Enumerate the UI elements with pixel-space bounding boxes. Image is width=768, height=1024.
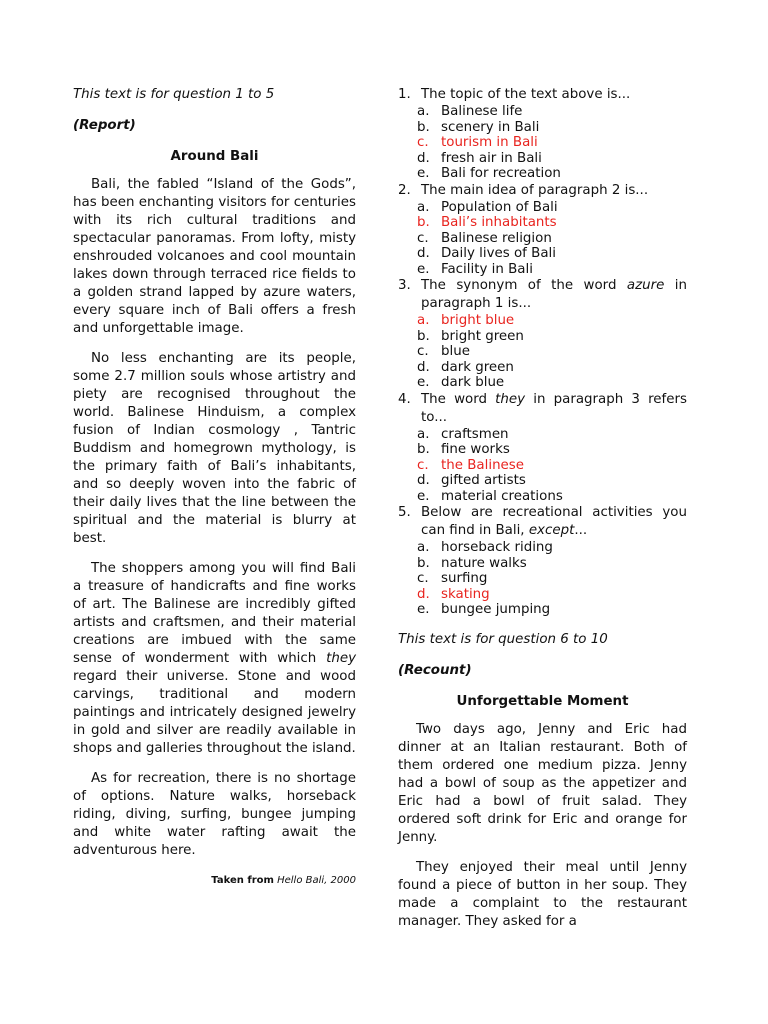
option-text: horseback riding	[441, 540, 553, 555]
question-range-note-2: This text is for question 6 to 10	[398, 631, 608, 647]
option-letter: d.	[417, 246, 430, 261]
option-letter: d.	[417, 586, 430, 602]
question-number: 5.	[398, 505, 411, 520]
paragraph-3-emphasis: they	[326, 651, 356, 666]
text-genre-label: (Report)	[73, 118, 136, 133]
option-letter: a.	[417, 104, 430, 119]
source-label: Taken from	[211, 875, 274, 886]
question-stem	[398, 504, 687, 540]
question-text-emphasis: azure	[626, 278, 665, 293]
option-letter: b.	[417, 215, 430, 230]
question-text	[421, 277, 687, 313]
question-text-before: The synonym of the word	[421, 278, 627, 293]
option-text: Bali’s inhabitants	[441, 215, 557, 230]
answer-option	[417, 473, 687, 489]
answer-option	[417, 166, 687, 182]
answer-option-correct	[417, 215, 687, 231]
question-4	[398, 391, 687, 505]
option-text: Balinese life	[441, 104, 523, 119]
question-3	[398, 277, 687, 391]
question-text-after: in paragraph 3 refers to...	[421, 391, 687, 425]
question-number: 1.	[398, 87, 411, 102]
question-number: 3.	[398, 278, 411, 293]
option-letter: a.	[417, 426, 430, 442]
option-text: bungee jumping	[441, 602, 551, 617]
question-text-after: in paragraph 1 is...	[421, 278, 687, 311]
question-text	[421, 182, 687, 200]
option-text: scenery in Bali	[441, 119, 540, 135]
option-letter: e.	[417, 166, 430, 181]
option-letter: c.	[417, 457, 429, 473]
answer-option-correct	[417, 313, 687, 329]
answer-option	[417, 556, 687, 572]
option-text: Bali for recreation	[441, 166, 561, 181]
option-text: fine works	[441, 442, 510, 457]
question-text	[421, 504, 687, 540]
option-text: craftsmen	[441, 426, 509, 442]
reading-title-2: Unforgettable Moment	[456, 693, 629, 709]
question-text-before: The word	[421, 391, 496, 407]
option-letter: e.	[417, 602, 430, 617]
option-text: dark blue	[441, 375, 505, 390]
answer-option	[417, 246, 687, 262]
option-text: tourism in Bali	[441, 135, 538, 150]
paragraph-3-after: regard their universe. Stone and wood carvings, traditional and modern paintings and intricately designed jewelry in gold and silver are readily available in shops and galleries throughout the island.	[73, 669, 356, 756]
answer-option	[417, 442, 687, 458]
option-text: blue	[441, 344, 470, 359]
question-number: 4.	[398, 391, 411, 407]
recount-paragraph-2: They enjoyed their meal until Jenny found a piece of button in her soup. They made a complaint to the restaurant manager. They asked for a	[398, 859, 687, 929]
answer-option	[417, 231, 687, 247]
paragraph-3-before: The shoppers among you will find Bali a treasure of handicrafts and fine works of art. The Balinese are incredibly gifted artists and craftsmen, and their material creations are imbued with the same sense of wonderment with which	[73, 561, 356, 666]
option-letter: c.	[417, 571, 429, 586]
option-letter: e.	[417, 261, 430, 277]
option-text: skating	[441, 586, 490, 602]
question-number: 2.	[398, 182, 411, 198]
option-letter: b.	[417, 119, 430, 135]
option-letter: a.	[417, 313, 430, 328]
answer-option	[417, 489, 687, 505]
paragraph-1: Bali, the fabled “Island of the Gods”, has been enchanting visitors for centuries with its rich cultural traditions and spectacular panoramas. From lofty, misty enshrouded volcanoes and cool mountain lakes down through terraced rice fields to a golden strand lapped by azure waters, every square inch of Bali offers a fresh and unforgettable image.	[73, 177, 356, 336]
answer-option	[417, 571, 687, 587]
answer-options	[398, 540, 687, 618]
option-text: material creations	[441, 488, 563, 504]
option-text: dark green	[441, 359, 514, 375]
paragraph-2: No less enchanting are its people, some 2.7 million souls whose artistry and piety are recognised throughout the world. Balinese Hinduism, a complex fusion of Indian cosmology , Tantric Buddism and homegrown mythology, is the primary faith of Bali’s inhabitants, and so deeply woven into the fabric of their daily lives that the line between the spiritual and the material is blurry at best.	[73, 351, 356, 546]
question-range-note: This text is for question 1 to 5	[73, 87, 275, 102]
answer-option	[417, 104, 687, 120]
answer-option	[417, 427, 687, 443]
option-letter: b.	[417, 442, 430, 457]
question-5	[398, 504, 687, 618]
paragraph-4: As for recreation, there is no shortage of options. Nature walks, horseback riding, diving, surfing, bungee jumping and white water rafting await the adventurous here.	[73, 771, 356, 858]
option-letter: c.	[417, 344, 429, 359]
answer-option-correct	[417, 587, 687, 603]
question-text	[421, 86, 687, 104]
option-text: surfing	[441, 571, 488, 586]
reading-title: Around Bali	[170, 149, 259, 164]
question-text-before: Below are recreational activities you can find in Bali,	[421, 505, 687, 538]
option-text: Daily lives of Bali	[441, 246, 556, 261]
answer-option	[417, 329, 687, 345]
question-text-emphasis: they	[495, 391, 526, 407]
option-letter: d.	[417, 473, 430, 488]
answer-option	[417, 151, 687, 167]
answer-option	[417, 344, 687, 360]
question-stem	[398, 182, 687, 200]
question-text-before: The topic of the text above is...	[421, 87, 631, 102]
answer-options	[398, 427, 687, 505]
option-letter: b.	[417, 555, 430, 571]
answer-option	[417, 360, 687, 376]
text-genre-label-2: (Recount)	[398, 662, 472, 678]
right-column	[398, 86, 687, 943]
option-letter: d.	[417, 150, 430, 166]
option-text: bright blue	[441, 313, 515, 328]
left-column	[73, 86, 356, 890]
question-stem	[398, 86, 687, 104]
option-text: fresh air in Bali	[441, 150, 542, 166]
question-text-after: ...	[574, 523, 588, 538]
option-text: Facility in Bali	[441, 261, 533, 277]
recount-paragraph-1: Two days ago, Jenny and Eric had dinner at an Italian restaurant. Both of them ordered one medium pizza. Jenny had a bowl of soup as the appetizer and Eric had a bowl of fruit salad. They ordered soft drink for Eric and orange for Jenny.	[398, 721, 687, 845]
option-letter: e.	[417, 488, 430, 504]
answer-options	[398, 200, 687, 278]
option-letter: d.	[417, 359, 430, 375]
option-letter: b.	[417, 328, 430, 344]
question-text-emphasis: except	[528, 523, 575, 538]
answer-option	[417, 200, 687, 216]
source-title: Hello Bali, 2000	[277, 875, 356, 886]
source-citation	[73, 872, 356, 890]
option-text: bright green	[441, 328, 524, 344]
paragraph-3	[73, 560, 356, 758]
option-text: gifted artists	[441, 473, 526, 488]
answer-option	[417, 262, 687, 278]
answer-option	[417, 602, 687, 618]
option-letter: c.	[417, 135, 429, 150]
question-2	[398, 182, 687, 278]
option-letter: a.	[417, 199, 430, 215]
question-text-before: The main idea of paragraph 2 is...	[421, 182, 649, 198]
answer-options	[398, 313, 687, 391]
option-letter: c.	[417, 230, 429, 246]
question-stem	[398, 277, 687, 313]
answer-options	[398, 104, 687, 182]
option-text: nature walks	[441, 555, 527, 571]
option-letter: a.	[417, 540, 430, 555]
question-1	[398, 86, 687, 182]
option-text: the Balinese	[441, 457, 525, 473]
option-text: Population of Bali	[441, 199, 558, 215]
question-text	[421, 391, 687, 427]
answer-option	[417, 120, 687, 136]
answer-option	[417, 375, 687, 391]
question-stem	[398, 391, 687, 427]
question-list	[398, 86, 687, 618]
answer-option	[417, 540, 687, 556]
option-letter: e.	[417, 375, 430, 390]
option-text: Balinese religion	[441, 230, 552, 246]
answer-option-correct	[417, 458, 687, 474]
answer-option-correct	[417, 135, 687, 151]
